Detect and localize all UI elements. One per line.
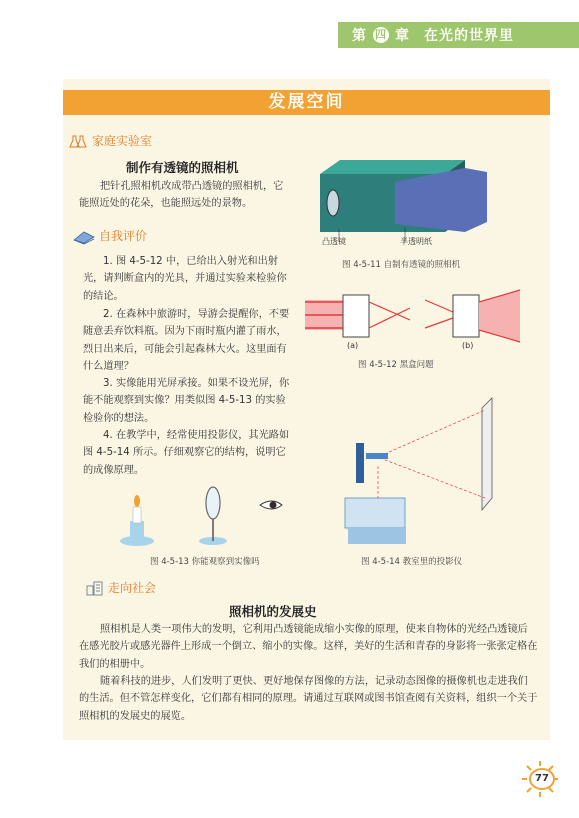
box-a [343,295,369,337]
camera-figure [315,152,495,237]
flask-icon [70,134,88,148]
society-section [86,579,156,596]
projector-body [348,528,406,544]
fig-4-5-14-caption: 图 4-5-14 教室里的投影仪 [361,557,463,567]
camera-box-top [320,160,465,174]
fig-4-5-13-caption: 图 4-5-13 你能观察到实像吗 [150,557,260,567]
society-subtitle: 照相机的发展史 [229,604,317,619]
projector-arm [356,443,364,483]
candle [133,507,141,523]
black-box-figure [305,290,545,345]
paper-label: 半透明纸 [400,237,432,246]
lens-label: 凸透镜 [322,237,346,246]
self-eval-label: 自我评价 [99,229,148,243]
society-para-2: 随着科技的进步，人们发明了更快、更好地保存图像的方法，记录动态图像的摄像机也走进我们的生活。但不管怎样变化，它们都有相同的原理。请通过互联网或图书馆查阅有关资料，组织一个关于照相机的发展史的展览。 [79,676,538,722]
fig-4-5-12-caption: 图 4-5-12 黑盒问题 [358,360,434,370]
screen [482,398,492,510]
fig-4-5-11-caption: 图 4-5-11 自制有透镜的照相机 [342,260,461,270]
self-eval-section [73,227,147,244]
chapter-header [352,25,514,45]
eval-item-2: 2. 在森林中旅游时，导游会提醒你，不要随意丢弃饮料瓶。因为下雨时瓶内灌了雨水，烈日出来后，可能会引起森林大火。这里面有什么道理？ [83,309,290,372]
society-para-1: 照相机是人类一项伟大的发明，它利用凸透镜能成缩小实像的原理，使来自物体的光经凸透镜后在感光胶片或感光器件上形成一个倒立、缩小的实像。这样，美好的生活和青春的身影将一张张定格在我们的相册中。 [79,624,538,670]
chapter-number: 四 [375,28,387,41]
candle-holder [130,521,144,541]
society-label: 走向社会 [108,581,157,595]
label-b: (b) [462,341,474,350]
beam-b-out [479,290,520,342]
projector-head [366,453,388,459]
box-b [453,295,479,337]
page-title: 发展空间 [63,90,550,115]
chapter-title: 在光的世界里 [424,28,514,44]
chapter-prefix: 第 [352,28,367,44]
chapter-suffix: 章 [395,28,410,44]
flame [134,495,140,507]
projector-figure [340,398,500,548]
home-lab-label: 家庭实验室 [92,134,153,148]
magnifier-lens [206,487,220,519]
eval-item-3: 3. 实像能用光屏承接。如果不设光屏，你能不能观察到实像？用类似图 4-5-13 的实验检验你的想法。 [83,378,290,424]
real-image-figure [120,483,300,553]
eval-item-1: 1. 图 4-5-12 中，已给出入射光和出射光，请判断盒内的光具，并通过实验来检验你的结论。 [83,256,287,302]
lens-icon [327,190,339,216]
projector-base [345,498,405,528]
home-lab-subtitle: 制作有透镜的照相机 [126,160,239,175]
home-lab-section [70,132,152,149]
building-icon [86,581,104,595]
page-number: 77 [529,768,555,790]
eval-item-4: 4. 在教学中，经常使用投影仪，其光路如图 4-5-14 所示。仔细观察它的结构，说明它的成像原理。 [83,430,290,476]
label-a: (a) [347,341,359,350]
book-icon [73,228,95,244]
home-lab-text: 把针孔照相机改成带凸透镜的照相机，它能照近处的花朵，也能照远处的景物。 [79,181,284,210]
